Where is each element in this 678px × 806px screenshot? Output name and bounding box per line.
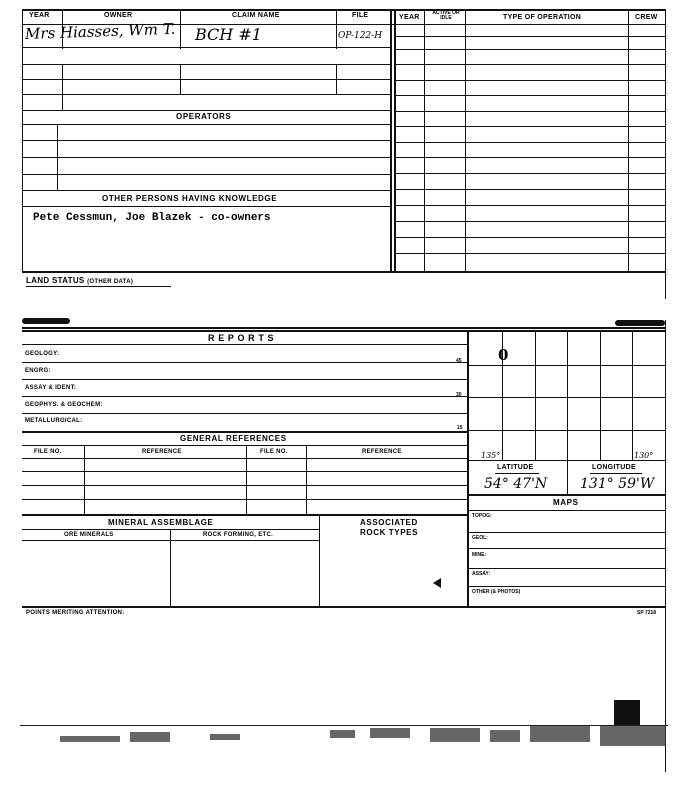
operation-row-line xyxy=(394,49,666,50)
longitude-label: LONGITUDE xyxy=(592,464,636,471)
maps-topog: TOPOG: xyxy=(472,513,492,519)
assoc-col-divider xyxy=(319,514,320,606)
form-code: SP 7218 xyxy=(637,610,657,616)
ref-col-file-no: FILE NO. xyxy=(34,449,62,455)
other-persons-value: Pete Cessmun, Joe Blazek - co-owners xyxy=(33,212,271,224)
operators-row-line xyxy=(22,140,390,141)
operation-row-line xyxy=(394,142,666,143)
operation-row-line xyxy=(394,157,666,158)
header-active-or-idle: ACTIVE OR IDLE xyxy=(432,10,460,21)
reports-top-rule xyxy=(22,327,666,329)
top-section-bottom-rule xyxy=(22,271,666,273)
grid-hline xyxy=(467,397,665,398)
latlon-divider xyxy=(567,460,568,494)
maps-assay: ASSAY: xyxy=(472,571,491,577)
ref-row-line xyxy=(22,485,467,486)
operation-row-line xyxy=(394,221,666,222)
report-row-line xyxy=(22,362,467,363)
points-top-rule xyxy=(22,606,666,608)
ref-col-reference-2: REFERENCE xyxy=(362,449,402,455)
operation-row-line xyxy=(394,126,666,127)
ref-row-line xyxy=(22,471,467,472)
rock-forming-label: ROCK FORMING, ETC. xyxy=(203,532,274,538)
header-year: YEAR xyxy=(29,12,50,19)
maps-geol: GEOL: xyxy=(472,535,488,541)
grid-bottom-rule xyxy=(467,460,665,461)
mineral-col-divider xyxy=(170,529,171,606)
owner-row-line xyxy=(22,94,390,95)
grid-location-mark: 0 xyxy=(498,346,509,364)
mineral-assemblage-title: MINERAL ASSEMBLAGE xyxy=(108,518,214,527)
header-year-right: YEAR xyxy=(399,14,420,21)
maps-title-rule xyxy=(467,510,665,511)
report-geophys: GEOPHYS. & GEOCHEM: xyxy=(25,402,103,408)
reports-top-rule-2 xyxy=(22,330,666,332)
operation-row-line xyxy=(394,64,666,65)
report-row-line xyxy=(22,413,467,414)
grid-hline xyxy=(467,365,665,366)
grid-vline xyxy=(535,332,536,460)
owner-row-col xyxy=(62,64,63,110)
reports-title: R E P O R T S xyxy=(208,333,275,343)
latlon-bottom-rule xyxy=(467,494,665,496)
land-status-sub: (OTHER DATA) xyxy=(87,279,134,285)
grid-vline xyxy=(600,332,601,460)
scan-smudge xyxy=(22,318,70,324)
operators-header-rule xyxy=(22,124,390,125)
ref-header-rule xyxy=(22,458,467,459)
reports-bottom-rule xyxy=(22,431,467,433)
claim-handwritten: BCH #1 xyxy=(195,25,262,44)
grid-left-longitude: 135° xyxy=(481,451,501,460)
report-row-line xyxy=(22,379,467,380)
latitude-label: LATITUDE xyxy=(497,464,534,471)
operators-col xyxy=(57,124,58,190)
reports-title-rule xyxy=(22,344,467,345)
maps-row-line xyxy=(467,548,665,549)
ore-minerals-label: ORE MINERALS xyxy=(64,532,114,538)
maps-title: MAPS xyxy=(553,498,579,507)
maps-row-line xyxy=(467,586,665,587)
report-metallurgical: METALLURGICAL: xyxy=(25,418,83,424)
points-meriting-attention-label: POINTS MERITING ATTENTION: xyxy=(26,610,125,616)
other-persons-label: OTHER PERSONS HAVING KNOWLEDGE xyxy=(102,194,278,203)
operation-row-line xyxy=(394,205,666,206)
report-assay-num: 30 xyxy=(456,392,462,398)
maps-other: OTHER (& PHOTOS) xyxy=(472,589,521,595)
scan-noise-strip xyxy=(20,722,668,752)
owner-row-line xyxy=(22,47,390,48)
maps-mine: MINE: xyxy=(472,552,487,558)
grid-vline xyxy=(567,332,568,460)
operation-row-line xyxy=(394,253,666,254)
owner-handwritten: Mrs Hiasses, Wm T. xyxy=(24,19,176,43)
ref-col-divider xyxy=(84,445,85,515)
operators-row-line xyxy=(22,174,390,175)
operation-row-line xyxy=(394,111,666,112)
ref-bottom-rule xyxy=(22,514,467,516)
assoc-rock-types-line1: ASSOCIATED xyxy=(360,518,418,527)
grid-right-longitude: 130° xyxy=(634,451,654,460)
header-crew: CREW xyxy=(635,14,658,21)
operation-row-line xyxy=(394,173,666,174)
claim-col-divider xyxy=(336,9,337,49)
scan-smudge xyxy=(615,320,665,326)
other-persons-rule xyxy=(22,206,390,207)
general-references-title-rule xyxy=(22,445,467,446)
longitude-underline xyxy=(590,473,642,474)
report-metallurgical-num: 15 xyxy=(457,425,463,431)
header-file: FILE xyxy=(352,12,369,19)
report-geology: GEOLOGY: xyxy=(25,351,60,357)
latitude-value: 54° 47'N xyxy=(484,476,548,492)
ref-row-line xyxy=(22,499,467,500)
grid-vline xyxy=(632,332,633,460)
ref-col-divider xyxy=(306,445,307,515)
middle-divider xyxy=(390,9,392,273)
operation-row-line xyxy=(394,189,666,190)
operators-label: OPERATORS xyxy=(176,112,232,121)
owner-row-line xyxy=(22,79,390,80)
right-border xyxy=(665,9,666,299)
latitude-underline xyxy=(495,473,539,474)
top-border xyxy=(22,9,666,11)
header-claim-name: CLAIM NAME xyxy=(232,12,280,19)
operators-row-line xyxy=(22,157,390,158)
report-geology-num: 45 xyxy=(456,358,462,364)
operation-row-line xyxy=(394,36,666,37)
operation-row-line xyxy=(394,237,666,238)
general-references-title: GENERAL REFERENCES xyxy=(180,434,287,443)
lower-right-border xyxy=(665,320,666,772)
owner-row-line xyxy=(22,64,390,65)
owner-row-col xyxy=(336,64,337,94)
longitude-value: 131° 59'W xyxy=(580,476,655,492)
ref-col-reference: REFERENCE xyxy=(142,449,182,455)
maps-row-line xyxy=(467,532,665,533)
report-engrg: ENGRG: xyxy=(25,368,51,374)
maps-row-line xyxy=(467,568,665,569)
operators-top-rule xyxy=(22,110,390,111)
land-status-underline xyxy=(26,286,171,287)
grid-hline xyxy=(467,430,665,431)
reports-right-divider xyxy=(467,330,469,606)
operation-row-line xyxy=(394,80,666,81)
assoc-rock-types-line2: ROCK TYPES xyxy=(360,528,419,537)
file-handwritten: OP-122-H xyxy=(338,31,383,41)
owner-col-divider xyxy=(180,9,181,49)
ref-col-divider xyxy=(246,445,247,515)
pointer-arrow-icon xyxy=(433,578,441,588)
operators-row-line xyxy=(22,190,390,191)
owner-row-col xyxy=(180,64,181,94)
report-assay: ASSAY & IDENT: xyxy=(25,385,77,391)
land-status-label: LAND STATUS (OTHER DATA) xyxy=(26,276,134,285)
ref-col-file-no-2: FILE NO. xyxy=(260,449,288,455)
header-owner: OWNER xyxy=(104,12,133,19)
header-type-of-operation: TYPE OF OPERATION xyxy=(503,14,582,21)
report-row-line xyxy=(22,396,467,397)
operation-row-line xyxy=(394,95,666,96)
